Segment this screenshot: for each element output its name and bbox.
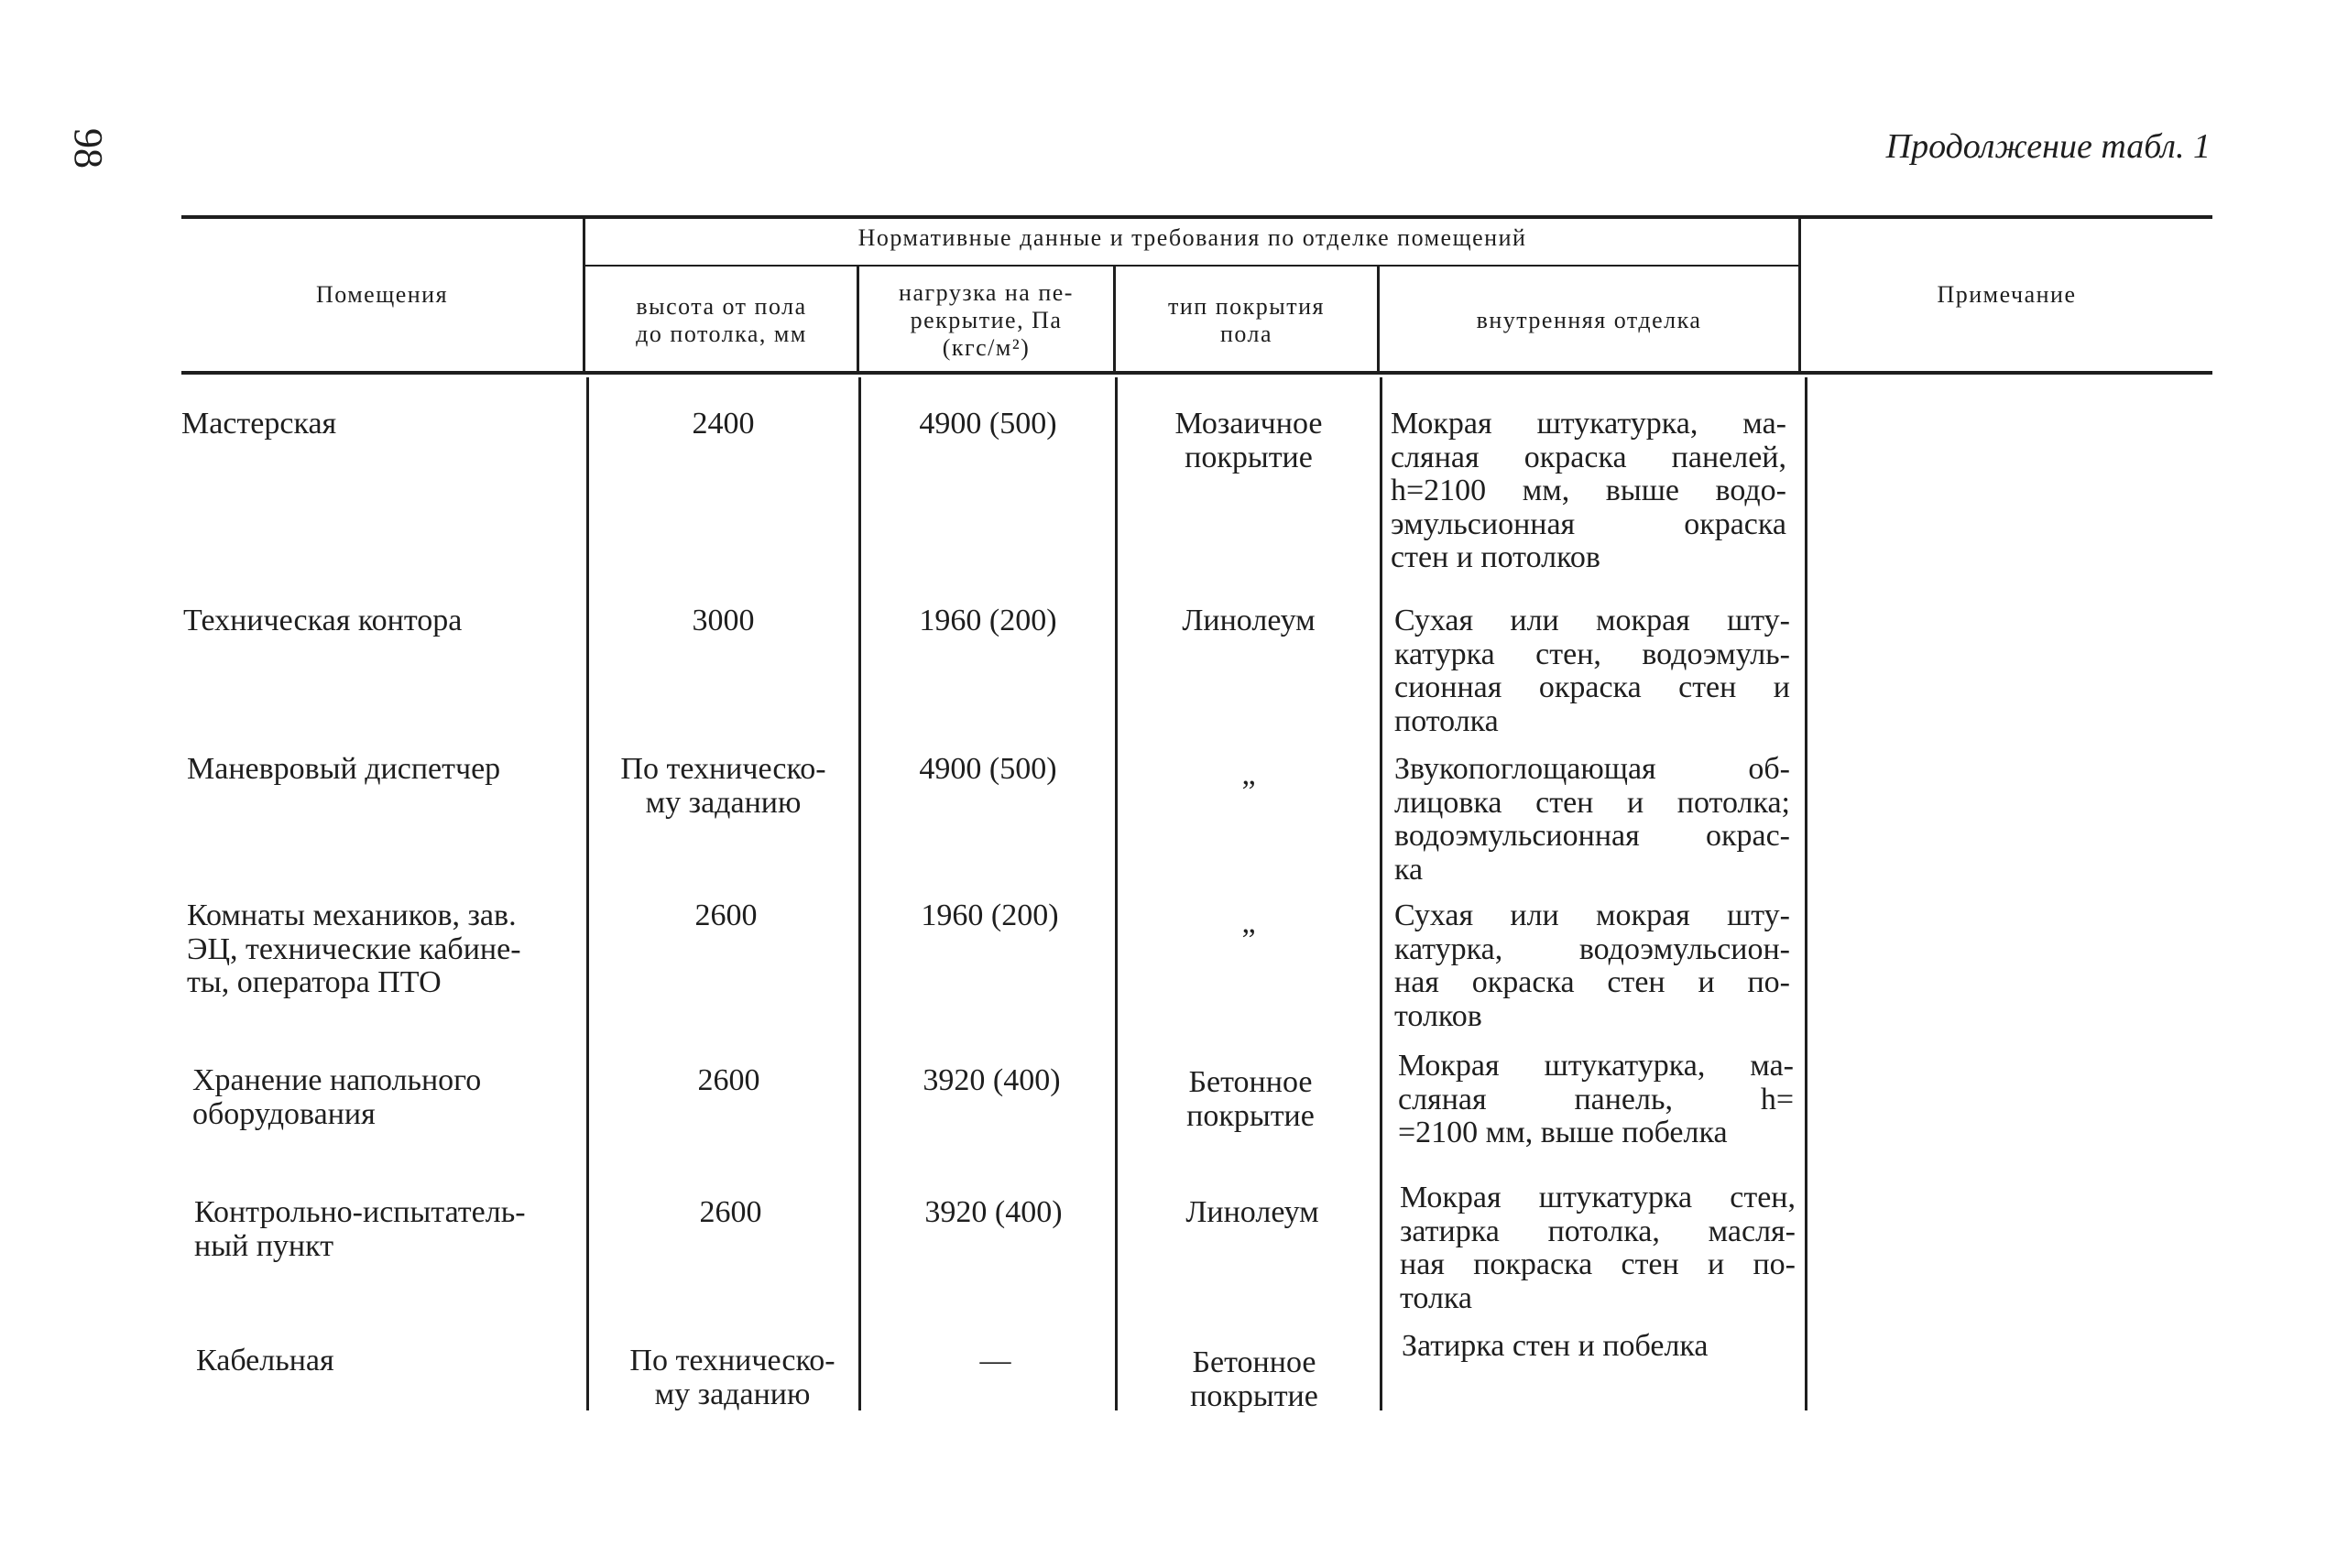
column-divider xyxy=(1805,377,1807,1410)
header-floor: тип покрытия пола xyxy=(1168,293,1325,347)
cell-floor: Бетонное покрытие xyxy=(1186,1065,1315,1133)
cell-finish: Сухая или мокрая шту- катурка, водоэмульсион- ная окраска стен и по- толков xyxy=(1394,898,1790,1033)
cell-room: Маневровый диспетчер xyxy=(187,752,501,786)
cell-finish: Сухая или мокрая шту- катурка стен, водоэмуль- сионная окраска стен и потолка xyxy=(1394,604,1790,738)
cell-finish: Затирка стен и побелка xyxy=(1402,1329,1709,1363)
cell-finish: Мокрая штукатурка стен, затирка потолка, масля- ная покраска стен и по- толка xyxy=(1400,1181,1796,1315)
column-divider xyxy=(1380,377,1382,1410)
group-header-rule xyxy=(584,265,1798,267)
cell-floor: Линолеум xyxy=(1182,604,1316,637)
cell-floor: Линолеум xyxy=(1185,1195,1319,1229)
header-bottom-rule xyxy=(181,371,2212,375)
cell-load: 1960 (200) xyxy=(919,604,1057,637)
cell-room: Контрольно-испытатель- ный пункт xyxy=(194,1195,526,1263)
table-continuation-title: Продолжение табл. 1 xyxy=(1885,127,2211,166)
header-load: нагрузка на пе- рекрытие, Па (кгс/м²) xyxy=(899,279,1074,361)
header-rooms: Помещения xyxy=(315,281,449,308)
cell-height: 2600 xyxy=(694,898,758,932)
cell-finish: Звукопоглощающая об- лицовка стен и потолка; водоэмульсионная окрас- ка xyxy=(1394,752,1790,887)
cell-finish: Мокрая штукатурка, ма- сляная окраска панелей, h=2100 мм, выше водо- эмульсионная окраска стен и потолков xyxy=(1391,407,1786,574)
header-divider xyxy=(583,219,585,371)
cell-floor: „ xyxy=(1241,906,1256,940)
cell-floor: Бетонное покрытие xyxy=(1190,1345,1318,1413)
cell-load: — xyxy=(979,1344,1011,1377)
cell-finish: Мокрая штукатурка, ма- сляная панель, h= =2100 мм, выше побелка xyxy=(1398,1049,1794,1149)
cell-load: 4900 (500) xyxy=(919,752,1057,786)
cell-height: 3000 xyxy=(692,604,755,637)
header-height: высота от пола до потолка, мм xyxy=(636,293,807,347)
cell-height: 2600 xyxy=(697,1063,760,1097)
cell-load: 1960 (200) xyxy=(921,898,1059,932)
header-finish: внутренняя отделка xyxy=(1476,307,1702,333)
cell-height: По техническо- му заданию xyxy=(629,1344,835,1411)
cell-load: 3920 (400) xyxy=(923,1063,1061,1097)
header-group: Нормативные данные и требования по отделке помещений xyxy=(857,224,1527,251)
cell-room: Кабельная xyxy=(196,1344,334,1377)
column-divider xyxy=(1115,377,1118,1410)
page-number: 98 xyxy=(66,128,111,169)
column-divider xyxy=(858,377,861,1410)
cell-floor: „ xyxy=(1241,757,1256,791)
cell-load: 3920 (400) xyxy=(924,1195,1063,1229)
cell-room: Хранение напольного оборудования xyxy=(192,1063,482,1131)
cell-floor: Мозаичное покрытие xyxy=(1174,407,1323,474)
cell-room: Техническая контора xyxy=(183,604,463,637)
cell-height: 2400 xyxy=(692,407,755,441)
cell-load: 4900 (500) xyxy=(919,407,1057,441)
table-top-rule xyxy=(181,215,2212,219)
cell-height: По техническо- му заданию xyxy=(620,752,826,820)
cell-room: Комнаты механиков, зав. ЭЦ, технические кабине- ты, оператора ПТО xyxy=(187,898,521,999)
cell-height: 2600 xyxy=(699,1195,762,1229)
cell-room: Мастерская xyxy=(181,407,337,441)
column-divider xyxy=(586,377,589,1410)
header-note: Примечание xyxy=(1937,281,2077,308)
